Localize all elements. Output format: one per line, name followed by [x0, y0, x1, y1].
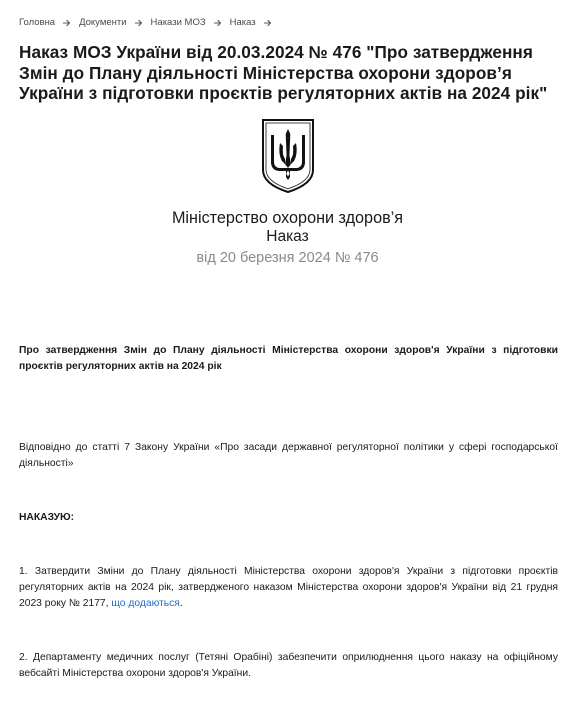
order-subject: Про затвердження Змін до Плану діяльності Міністерства охорони здоров'я України з підготовки проєктів регуляторних актів на 2024 рік [19, 345, 558, 373]
breadcrumb-item-documents[interactable]: Документи [79, 17, 127, 28]
order-item-2: 2. Департаменту медичних послуг (Тетяні Орабіні) забезпечити оприлюднення цього наказу на офіційному вебсайті Міністерства охорони здоров'я України. [19, 652, 558, 680]
arrow-right-icon [63, 19, 71, 27]
coat-of-arms-trident-icon [261, 118, 315, 194]
order-item-1 [19, 564, 558, 612]
arrow-right-icon [264, 19, 272, 27]
breadcrumb-item-moz-orders[interactable]: Накази МОЗ [150, 17, 206, 28]
arrow-right-icon [214, 19, 222, 27]
ministry-name: Міністерство охорони здоров’я [171, 209, 404, 227]
attachment-link[interactable]: що додаються [111, 598, 180, 610]
breadcrumb-item-order[interactable]: Наказ [229, 17, 256, 28]
order-item-1-text: 1. Затвердити Зміни до Плану діяльності Міністерства охорони здоров'я України з підготовки проєктів регуляторних актів на 2024 рік, затвердженого наказом Міністерства охорони здоров'я України від 21 грудня 2023 року № 2177, [19, 566, 558, 610]
breadcrumb [19, 17, 280, 28]
page-title: Наказ МОЗ України від 20.03.2024 № 476 "Про затвердження Змін до Плану діяльності Міністерства охорони здоров’я України з підготовки проєктів регуляторних актів на 2024 рік" [19, 42, 548, 103]
order-item-1-end: . [179, 598, 183, 610]
document-type: Наказ [266, 228, 309, 245]
legal-basis: Відповідно до статті 7 Закону України «Про засади державної регуляторної політики у сфері господарської діяльності» [19, 442, 558, 470]
order-heading: НАКАЗУЮ: [19, 512, 75, 524]
breadcrumb-item-home[interactable]: Головна [19, 17, 56, 28]
arrow-right-icon [135, 19, 143, 27]
document-date-number: від 20 березня 2024 № 476 [196, 250, 379, 266]
